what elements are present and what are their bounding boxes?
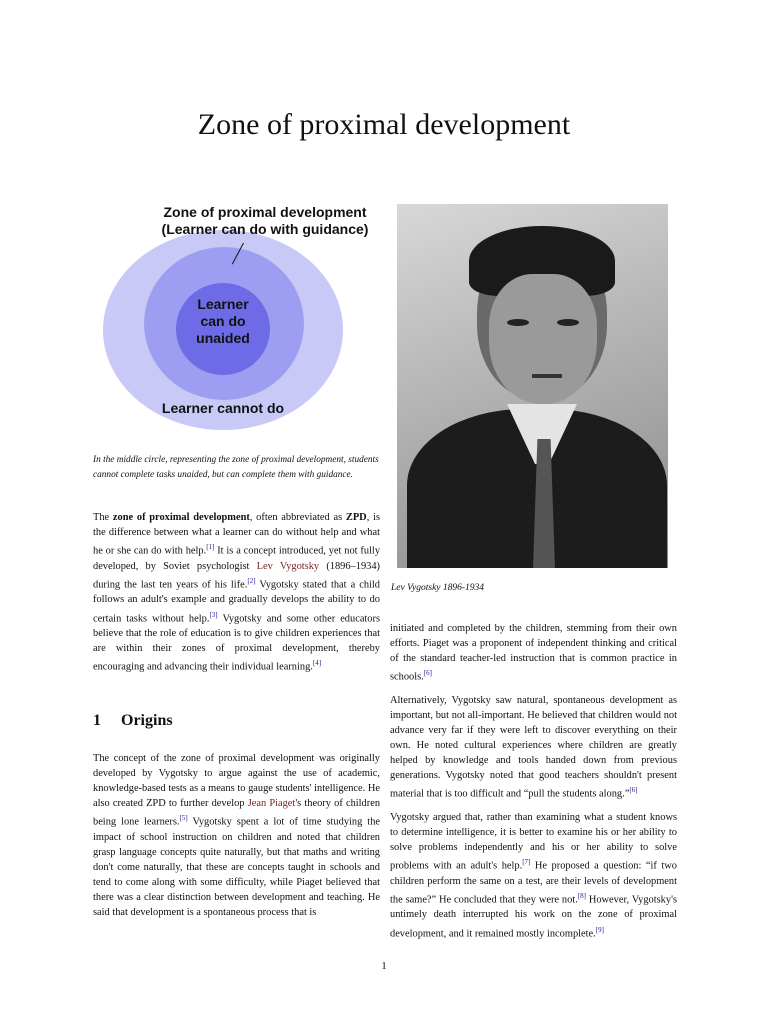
inner-label (176, 296, 270, 347)
body-text: He proposed a question: “if two children perform the same on a test, are their levels of development the same?” He concluded that they were not. (390, 860, 677, 906)
page-title: Zone of proximal development (197, 108, 571, 141)
body-text: Alternatively, Vygotsky saw natural, spontaneous development as important, but not all-important. He believed that children would not advance very far if they were left to discover everything on their own. He noted cultural experiences where children are greatly helped by knowledge and tools handed down from previous generations. Vygotsky noted that good teachers shouldn't present material that is too difficult and “pull the students along.” (390, 694, 677, 800)
section-heading (93, 712, 173, 730)
citation-link[interactable]: [9] (595, 925, 604, 934)
zpd-label-line2: (Learner can do with guidance) (161, 221, 369, 237)
figure-caption: In the middle circle, representing the zone of proximal development, students cannot complete tasks unaided, but can complete them with guidance. (93, 455, 379, 480)
body-text: However, Vygotsky's untimely death interrupted his work on the zone of proximal development, and it remained mostly incomplete. (390, 894, 677, 940)
citation-link[interactable]: [6] (629, 786, 638, 795)
intro-text: The (93, 512, 113, 523)
intro-text: It is a concept introduced, yet not fully developed, by Soviet psychologist (93, 545, 381, 572)
vygotsky-link[interactable]: Lev Vygotsky (256, 560, 320, 572)
citation-link[interactable]: [2] (247, 576, 256, 585)
body-text: Vygotsky spent a lot of time studying the impact of school instruction on children and noted that children grasp language concepts quite naturally, but that maths and writing don't come naturally, that these are concepts taught in schools and tend to come along with some difficulty, while Piaget believed that there was a clear distinction between development and teaching. He said that development is a spontaneous process that is (93, 816, 380, 919)
intro-paragraph (93, 510, 380, 683)
citation-link[interactable]: [8] (577, 891, 586, 900)
term-abbrev: ZPD (345, 512, 367, 523)
citation-link[interactable]: [1] (206, 543, 215, 552)
citation-link[interactable]: [4] (312, 659, 322, 668)
citation-link[interactable]: [3] (209, 610, 218, 619)
citation-link[interactable]: [5] (179, 814, 188, 823)
origins-right-column (390, 621, 677, 949)
term-zpd: zone of proximal development (112, 512, 250, 523)
intro-text: (1896–1934) during the last ten years of his life. (93, 560, 381, 591)
section-title: Origins (121, 712, 173, 729)
intro-text: Vygotsky and some other educators believe that the role of education is to give children experiences that are within their zones of proximal development, thereby encouraging and advancing their individual learning. (93, 612, 381, 673)
citation-link[interactable]: [7] (522, 858, 531, 867)
zpd-diagram (95, 200, 385, 440)
origins-left-column (93, 751, 380, 929)
photo-caption: Lev Vygotsky 1896-1934 (391, 583, 485, 593)
citation-link[interactable]: [6] (423, 669, 432, 678)
body-text: initiated and completed by the children, stemming from their own efforts. Piaget was a proponent of independent thinking and critical of the standard teacher-led instruction that is common practice in schools. (390, 623, 677, 683)
section-number: 1 (93, 712, 101, 729)
portrait-photo (397, 204, 668, 568)
zpd-label (145, 204, 385, 238)
intro-text: Vygotsky stated that a child follows an adult's example and gradually develops the ability to do certain tasks without help. (93, 579, 380, 624)
intro-text: , is the difference between what a learner can do without help and what he or she can do with help. (93, 512, 380, 557)
body-text: The concept of the zone of proximal development was originally developed by Vygotsky to argue against the use of academic, knowledge-based tests as a means to gauge students' intelligence. He also created ZPD to further develop (93, 753, 380, 810)
intro-text: , often abbreviated as (249, 512, 346, 523)
inner-label-line2: can do (200, 313, 246, 329)
page-number: 1 (381, 960, 387, 972)
piaget-link[interactable]: Jean Piaget (247, 798, 296, 810)
outer-label: Learner cannot do (161, 400, 285, 416)
inner-label-line3: unaided (196, 330, 250, 346)
inner-label-line1: Learner (197, 296, 249, 312)
body-text: Vygotsky argued that, rather than examining what a student knows to determine intelligence, it is better to examine his or her ability to solve problems independently and his or her ability to solve problems with an adult's help. (390, 811, 677, 872)
zpd-label-line1: Zone of proximal development (163, 204, 367, 220)
body-text: 's theory of children being lone learners. (93, 798, 381, 828)
